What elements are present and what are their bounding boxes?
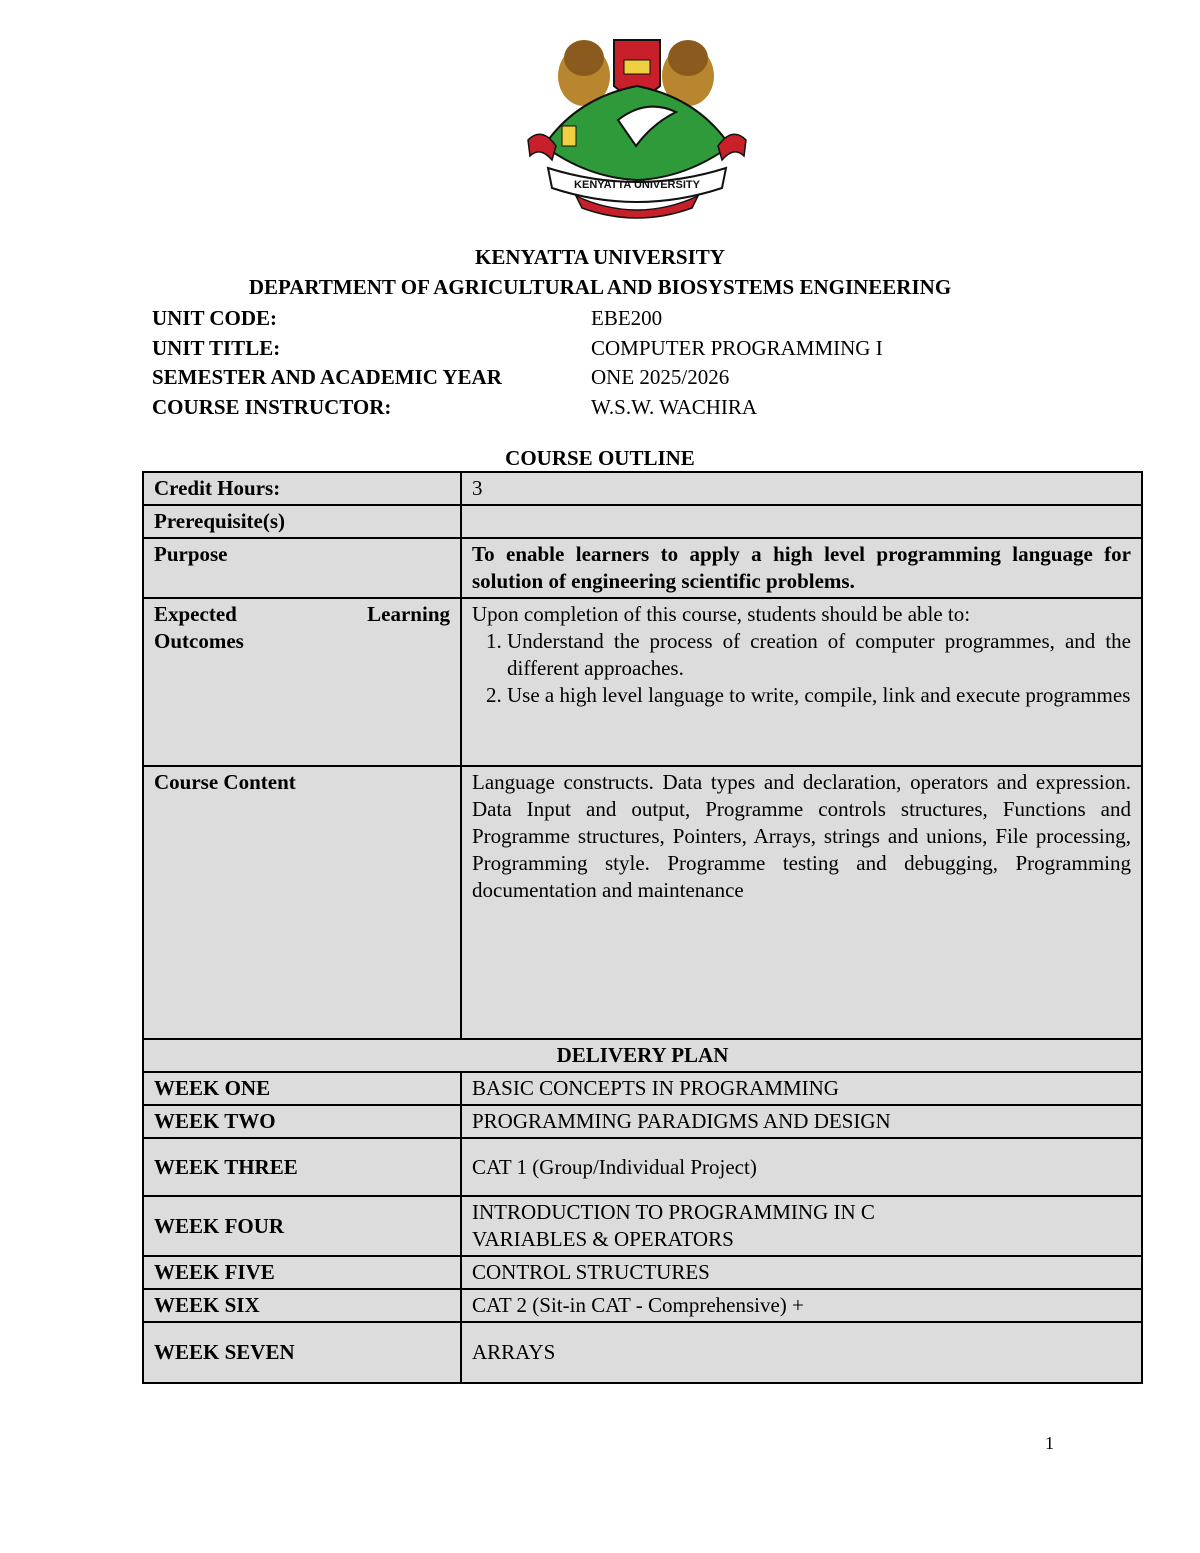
unit-code-value: EBE200 xyxy=(591,306,663,330)
university-crest-logo xyxy=(526,28,748,220)
course-content-value: Language constructs. Data types and declaration, operators and expression. Data Input and output, Programme controls structures, Functions and Programme structures, Pointers, Arrays, strings and unions, File processing, Programming style. Programme testing and debugging, Programming documentation and maintenance xyxy=(461,766,1142,1039)
purpose-value: To enable learners to apply a high level programming language for solution of engineering scientific problems. xyxy=(461,538,1142,598)
course-content-label: Course Content xyxy=(143,766,461,1039)
course-outline-heading: COURSE OUTLINE xyxy=(505,446,695,470)
credit-hours-value: 3 xyxy=(461,472,1142,505)
unit-title-row xyxy=(152,334,883,364)
week-topic: CAT 2 (Sit-in CAT - Comprehensive) + xyxy=(461,1289,1142,1322)
list-item: 2. Use a high level language to write, compile, link and execute programmes xyxy=(507,682,1131,709)
unit-details xyxy=(152,304,883,422)
week-label: WEEK SIX xyxy=(143,1289,461,1322)
outcomes-word: Outcomes xyxy=(154,629,244,653)
week-label: WEEK THREE xyxy=(143,1138,461,1196)
expected-word: Expected xyxy=(154,602,237,626)
table-row xyxy=(143,1256,1142,1289)
week-topic-line1: INTRODUCTION TO PROGRAMMING IN C xyxy=(472,1200,875,1224)
outcomes-list xyxy=(472,628,1131,709)
week-topic xyxy=(461,1196,1142,1256)
week-topic: BASIC CONCEPTS IN PROGRAMMING xyxy=(461,1072,1142,1105)
learning-word: Learning xyxy=(367,602,450,626)
unit-code-row xyxy=(152,304,883,334)
table-row xyxy=(143,1289,1142,1322)
table-row xyxy=(143,1322,1142,1383)
table-row xyxy=(143,472,1142,505)
crest-ribbon-text: KENYATTA UNIVERSITY xyxy=(574,179,700,191)
instructor-row xyxy=(152,393,883,423)
week-label: WEEK FOUR xyxy=(143,1196,461,1256)
table-row xyxy=(143,598,1142,766)
department-name: DEPARTMENT OF AGRICULTURAL AND BIOSYSTEMS ENGINEERING xyxy=(248,275,952,299)
table-row xyxy=(143,1039,1142,1072)
week-label: WEEK TWO xyxy=(143,1105,461,1138)
expected-outcomes-label-line1 xyxy=(154,601,450,628)
list-item: 1. Understand the process of creation of computer programmes, and the different approaches. xyxy=(507,628,1131,682)
week-label: WEEK SEVEN xyxy=(143,1322,461,1383)
semester-row xyxy=(152,363,883,393)
week-topic: ARRAYS xyxy=(461,1322,1142,1383)
course-outline-table xyxy=(142,471,1143,1384)
table-row xyxy=(143,1138,1142,1196)
credit-hours-label: Credit Hours: xyxy=(143,472,461,505)
week-topic: PROGRAMMING PARADIGMS AND DESIGN xyxy=(461,1105,1142,1138)
delivery-plan-heading: DELIVERY PLAN xyxy=(143,1039,1142,1072)
prerequisites-label: Prerequisite(s) xyxy=(143,505,461,538)
table-row xyxy=(143,505,1142,538)
prerequisites-value xyxy=(461,505,1142,538)
week-label: WEEK FIVE xyxy=(143,1256,461,1289)
university-name: KENYATTA UNIVERSITY xyxy=(475,245,725,269)
table-row xyxy=(143,766,1142,1039)
instructor-value: W.S.W. WACHIRA xyxy=(591,394,758,419)
unit-code-label: UNIT CODE: xyxy=(152,306,278,330)
week-label: WEEK ONE xyxy=(143,1072,461,1105)
outcomes-intro: Upon completion of this course, students should be able to: xyxy=(472,602,971,626)
purpose-label: Purpose xyxy=(143,538,461,598)
week-topic-line2: VARIABLES & OPERATORS xyxy=(472,1227,734,1251)
instructor-label: COURSE INSTRUCTOR: xyxy=(152,394,392,419)
expected-outcomes-label xyxy=(143,598,461,766)
table-row xyxy=(143,1105,1142,1138)
expected-outcomes-value xyxy=(461,598,1142,766)
table-row xyxy=(143,1072,1142,1105)
page-number: 1 xyxy=(1045,1433,1054,1453)
table-row xyxy=(143,538,1142,598)
unit-title-value: COMPUTER PROGRAMMING I xyxy=(591,335,883,360)
week-topic: CONTROL STRUCTURES xyxy=(461,1256,1142,1289)
unit-title-label: UNIT TITLE: xyxy=(152,335,281,360)
semester-label: SEMESTER AND ACADEMIC YEAR xyxy=(152,365,502,389)
semester-value: ONE 2025/2026 xyxy=(591,365,730,389)
table-row xyxy=(143,1196,1142,1256)
week-topic: CAT 1 (Group/Individual Project) xyxy=(461,1138,1142,1196)
